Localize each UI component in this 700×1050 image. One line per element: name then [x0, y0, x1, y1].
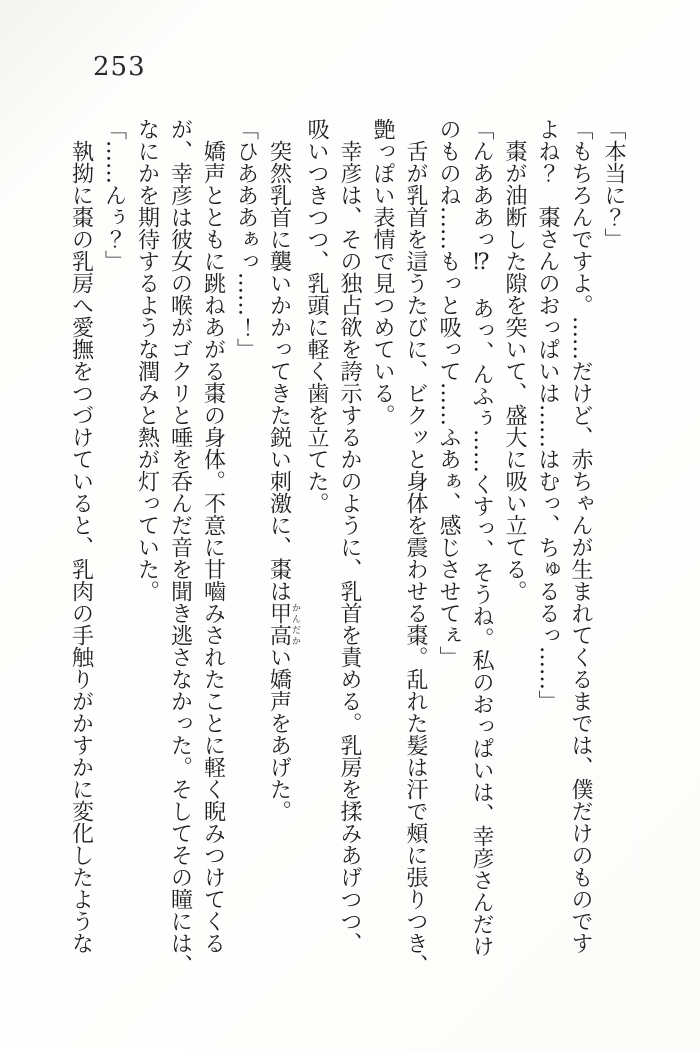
- text-line-8: 艶っぽい表情で見つめている。: [370, 118, 395, 426]
- page-number: 253: [93, 52, 146, 82]
- ruby-kandaka: [266, 602, 300, 646]
- text-line-10: 吸いつきつつ、乳頭に軽く歯を立てた。: [304, 118, 329, 514]
- text-line-11-post: い嬌声をあげた。: [266, 646, 292, 822]
- text-line-2: 「もちろんですよ。……だけど、赤ちゃんが生まれてくるまでは、僕だけのものです: [568, 118, 593, 954]
- text-line-17: 執拗に棗の乳房へ愛撫をつづけていると、乳肉の手触りがかすかに変化したような: [68, 140, 94, 954]
- text-block: [68, 118, 630, 1018]
- text-line-11: [263, 118, 301, 1018]
- text-line-16: 「……んぅ？」: [101, 118, 127, 272]
- text-line-7: 舌が乳首を這うたびに、ビクッと身体を震わせる棗。乱れた髪は汗で頰に張りつき、: [403, 140, 428, 976]
- text-line-15: なにかを期待するような潤みと熱が灯っていた。: [134, 118, 160, 602]
- text-line-13: 嬌声とともに跳ねあがる棗の身体。不意に甘嚙みされたことに軽く睨みつけてくる: [200, 140, 226, 954]
- text-line-12: 「ひあああぁっ……！」: [233, 118, 259, 360]
- text-line-9: 幸彦は、その独占欲を誇示するかのように、乳首を責める。乳房を揉みあげつつ、: [337, 140, 362, 954]
- text-line-5: 「んあああっ⁉ あっ、んふぅ……くすっ、そうね。私のおっぱいは、幸彦さんだけ: [469, 118, 494, 957]
- text-line-3: よね？ 棗さんのおっぱいは……はむっ、ちゅるるっ……」: [535, 118, 560, 712]
- ruby-base: 甲高: [266, 602, 292, 646]
- text-line-14: が、幸彦は彼女の喉がゴクリと唾を呑んだ音を聞き逃さなかった。そしてその瞳には、: [167, 118, 193, 976]
- text-line-6: のものね……もっと吸って……ふあぁ、感じさせてぇ」: [436, 118, 461, 668]
- text-line-4: 棗が油断した隙を突いて、盛大に吸い立てる。: [502, 140, 527, 602]
- text-line-1: 「本当に？」: [601, 118, 626, 250]
- ruby-text: かんだか: [290, 602, 300, 646]
- text-line-11-pre: 突然乳首に襲いかかってきた鋭い刺激に、棗は: [266, 140, 292, 602]
